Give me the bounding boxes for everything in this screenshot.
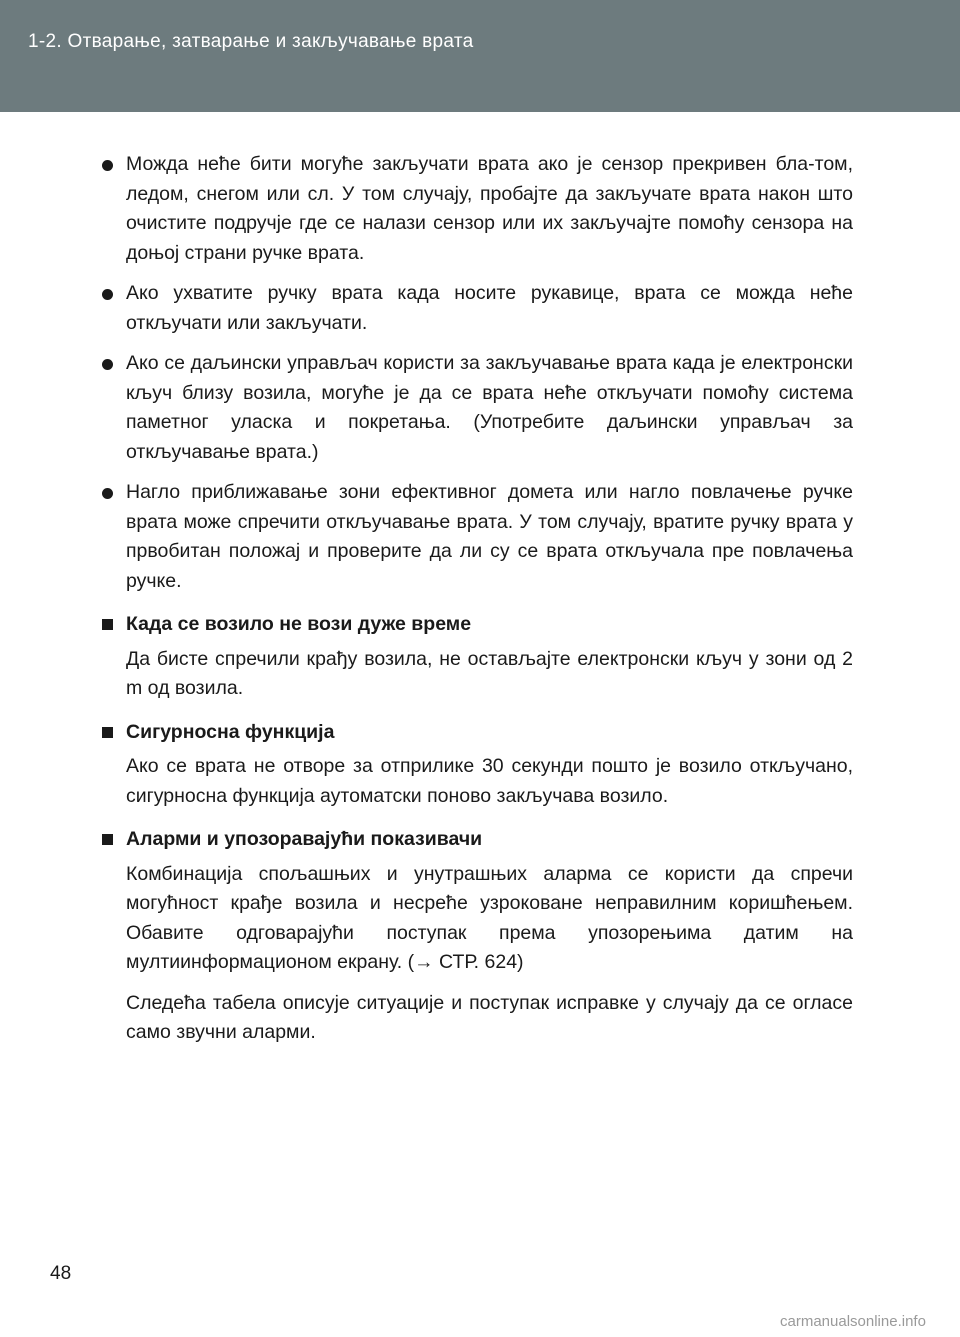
page-content bbox=[105, 150, 853, 1059]
bullet-text: Нагло приближавање зони ефективног домета или нагло повлачење ручке врата може спречити откључавање врата. У том случају, вратите ручку врата у првобитан положај и проверите да ли су се врата откључала пре повлачења ручке. bbox=[126, 481, 853, 592]
watermark: carmanualsonline.info bbox=[780, 1313, 926, 1330]
section-alarms bbox=[105, 825, 853, 1048]
chapter-header bbox=[0, 0, 960, 112]
bullet-text: Ако се даљински управљач користи за закључавање врата када је електронски кључ близу возила, могуће је да се врата неће откључати помоћу система паметног уласка и покретања. (Употребите даљински управљач за откључавање врата.) bbox=[126, 352, 853, 463]
section-heading-text: Аларми и упозоравајући показивачи bbox=[126, 828, 483, 850]
section-paragraph: Комбинација спољашњих и унутрашњих аларма се користи да спречи могућност крађе возила и несреће узроковане неправилним коришћењем. Обавите одговарајући поступак према упозорењима датим на мултиинформационом екрану. (→ СТР. 624) bbox=[126, 862, 853, 973]
section-heading-text: Када се возило не вози дуже време bbox=[126, 613, 472, 635]
section-paragraph: Да бисте спречили крађу возила, не остављајте електронски кључ у зони од 2 m од возила. bbox=[126, 647, 853, 699]
page-number: 48 bbox=[50, 1263, 72, 1284]
square-bullet-icon bbox=[102, 727, 113, 738]
bullet-dot-icon bbox=[102, 359, 113, 370]
section-paragraph: Ако се врата не отворе за отприлике 30 секунди пошто је возило откључано, сигурносна функција аутоматски поново закључава возило. bbox=[126, 755, 853, 807]
bullet-text: Ако ухватите ручку врата када носите рукавице, врата се можда неће откључати или закључати. bbox=[126, 282, 853, 334]
section-heading-text: Сигурносна функција bbox=[126, 720, 335, 743]
square-bullet-icon bbox=[102, 619, 113, 630]
section-vehicle-idle bbox=[105, 610, 853, 704]
bullet-item bbox=[105, 150, 853, 268]
bullet-item bbox=[105, 279, 853, 338]
section-heading bbox=[105, 825, 853, 855]
bullet-item bbox=[105, 349, 853, 467]
section-heading bbox=[105, 718, 853, 748]
section-security-function bbox=[105, 718, 853, 812]
section-paragraph: Следећа табела описује ситуације и поступак исправке у случају да се огласе само звучни аларми. bbox=[126, 991, 853, 1043]
chapter-title: 1-2. Отварање, затварање и закључавање врата bbox=[28, 31, 474, 52]
bullet-dot-icon bbox=[102, 289, 113, 300]
section-heading bbox=[105, 610, 853, 640]
bullet-text: Можда неће бити могуће закључати врата ако је сензор прекривен бла-том, ледом, снегом или сл. У том случају, пробајте да закључате врата након што очистите подручје где се налази сензор или их закључајте помоћу сензора на доњој страни ручке врата. bbox=[126, 153, 853, 264]
bullet-dot-icon bbox=[102, 160, 113, 171]
bullet-item bbox=[105, 478, 853, 596]
bullet-dot-icon bbox=[102, 488, 113, 499]
square-bullet-icon bbox=[102, 834, 113, 845]
